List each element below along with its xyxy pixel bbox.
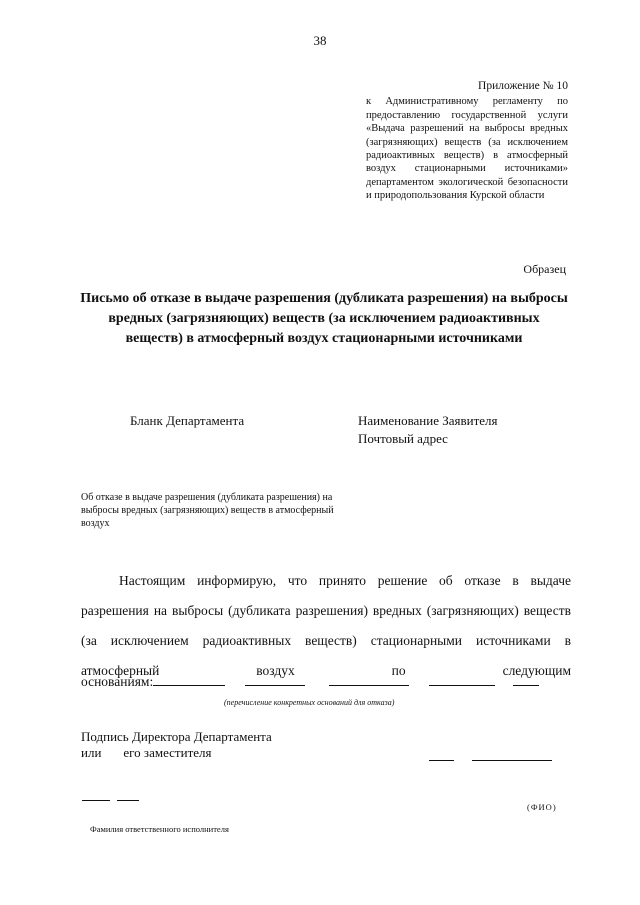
appendix-title: Приложение № 10 bbox=[478, 80, 568, 92]
grounds-blank-5 bbox=[513, 684, 539, 686]
signature-line-long bbox=[472, 760, 552, 761]
applicant-address: Почтовый адрес bbox=[358, 431, 448, 446]
grounds-blank-1 bbox=[153, 684, 225, 686]
signature-deputy-line bbox=[81, 745, 272, 761]
grounds-row bbox=[81, 672, 571, 692]
department-letterhead: Бланк Департамента bbox=[130, 413, 245, 428]
applicant-name: Наименование Заявителя bbox=[358, 413, 498, 428]
signature-deputy: его заместителя bbox=[123, 745, 212, 760]
signature-line-short bbox=[429, 760, 454, 761]
fio-label: (ФИО) bbox=[527, 802, 557, 812]
grounds-blank-2 bbox=[245, 684, 305, 686]
grounds-note: (перечисление конкретных оснований для отказа) bbox=[224, 698, 395, 707]
signature-title: Подпись Директора Департамента bbox=[81, 729, 272, 744]
applicant-block bbox=[358, 412, 498, 448]
signature-or: или bbox=[81, 745, 102, 760]
signature-block bbox=[81, 729, 272, 761]
document-title: Письмо об отказе в выдаче разрешения (дубликата разрешения) на выбросы вредных (загрязняющих) веществ (за исключением радиоактивных веществ) в атмосферный воздух стационарными источниками bbox=[80, 291, 568, 346]
grounds-blank-3 bbox=[329, 684, 409, 686]
sample-label: Образец bbox=[523, 262, 566, 276]
letter-body bbox=[81, 566, 571, 686]
appendix-block bbox=[366, 80, 568, 203]
executor-name: Фамилия ответственного исполнителя bbox=[90, 824, 229, 834]
grounds-blank-4 bbox=[429, 684, 495, 686]
grounds-label: основаниям: bbox=[81, 674, 154, 689]
letter-subject: Об отказе в выдаче разрешения (дубликата разрешения) на выбросы вредных (загрязняющих) веществ в атмосферный воздух bbox=[81, 492, 334, 529]
date-line-2 bbox=[117, 800, 139, 801]
page-number: 38 bbox=[313, 33, 327, 48]
body-paragraph: Настоящим информирую, что принято решение об отказе в выдаче разрешения на выбросы (дубликата разрешения) вредных (загрязняющих) веществ (за исключением радиоактивных веществ) стационарными источниками в атмосферный воздух по следующим bbox=[81, 573, 571, 678]
date-line-1 bbox=[82, 800, 110, 801]
appendix-text: к Административному регламенту по предоставлению государственной услуги «Выдача разрешений на выбросы вредных (загрязняющих) веществ (за исключением радиоактивных веществ) в атмосферный воздух стационарными источниками» департаментом экологической безопасности и природопользования Курской области bbox=[366, 96, 568, 202]
